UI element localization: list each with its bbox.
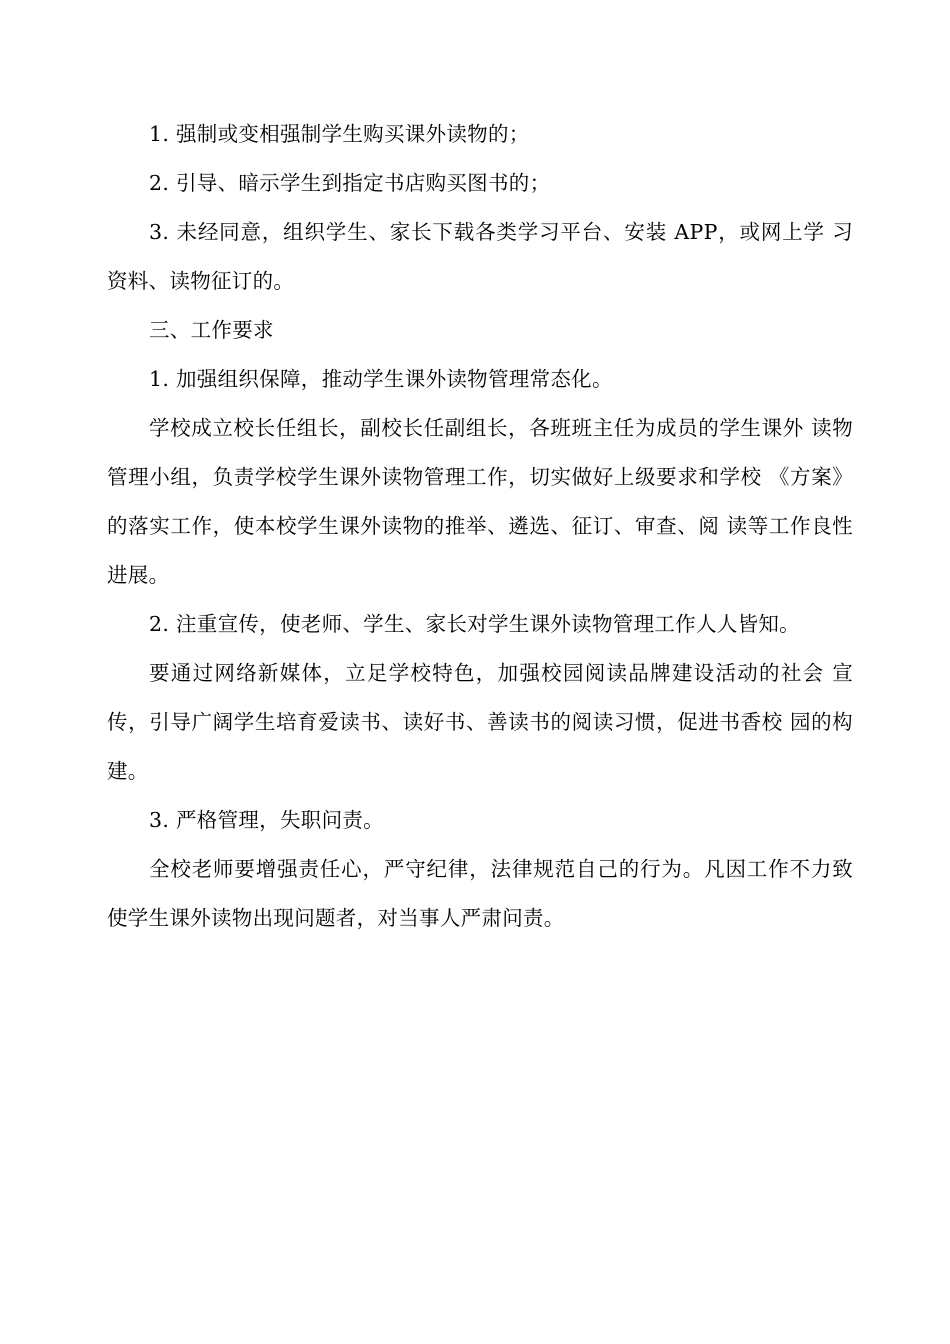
paragraph-item-1: 1. 强制或变相强制学生购买课外读物的；: [149, 122, 530, 146]
requirement-heading-2: 2. 注重宣传，使老师、学生、家长对学生课外读物管理工作人人皆知。: [149, 612, 800, 636]
document-body: [107, 110, 853, 943]
requirement-body-1: 学校成立校长任组长，副校长任副组长，各班班主任为成员的学生课外 读物管理小组，负责学校学生课外读物管理工作，切实做好上级要求和学校 《方案》的落实工作，使本校学生课外读物的推举、遴选、征订、审查、阅 读等工作良性进展。: [107, 416, 853, 587]
requirement-body-2: 要通过网络新媒体，立足学校特色，加强校园阅读品牌建设活动的社会 宣传，引导广阔学生培育爱读书、读好书、善读书的阅读习惯，促进书香校 园的构建。: [107, 661, 853, 783]
paragraph-item-2: 2. 引导、暗示学生到指定书店购买图书的；: [149, 171, 551, 195]
section-heading: 三、工作要求: [149, 318, 274, 342]
requirement-heading-1: 1. 加强组织保障，推动学生课外读物管理常态化。: [149, 367, 613, 391]
requirement-body-3: 全校老师要增强责任心，严守纪律，法律规范自己的行为。凡因工作不力致使学生课外读物出现问题者，对当事人严肃问责。: [107, 857, 853, 930]
requirement-heading-3: 3. 严格管理，失职问责。: [149, 808, 384, 832]
paragraph-item-3: 3. 未经同意，组织学生、家长下载各类学习平台、安装 APP，或网上学 习资料、读物征订的。: [107, 220, 853, 293]
